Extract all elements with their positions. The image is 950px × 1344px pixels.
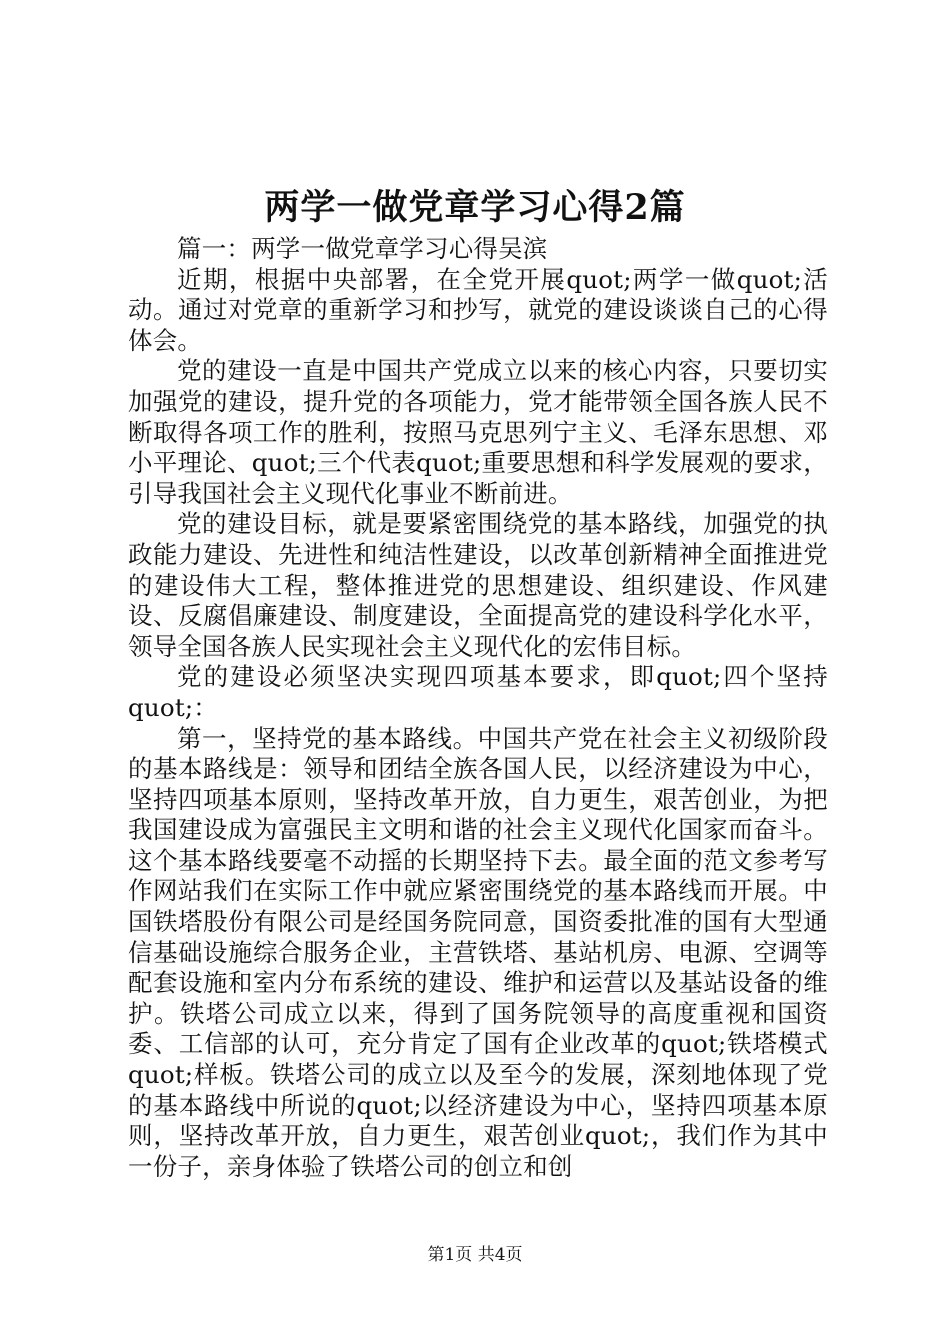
document-title: 两学一做党章学习心得2篇 [264,187,686,228]
document-body [128,234,828,1182]
paragraph: 党的建设必须坚决实现四项基本要求，即quot;四个坚持quot;： [128,662,828,722]
paragraph: 第一，坚持党的基本路线。中国共产党在社会主义初级阶段的基本路线是：领导和团结全族各国人民，以经济建设为中心，坚持四项基本原则，坚持改革开放，自力更生，艰苦创业，为把我国建设成为富强民主文明和谐的社会主义现代化国家而奋斗。这个基本路线要毫不动摇的长期坚持下去。最全面的范文参考写作网站我们在实际工作中就应紧密围绕党的基本路线而开展。中国铁塔股份有限公司是经国务院同意，国资委批准的国有大型通信基础设施综合服务企业，主营铁塔、基站机房、电源、空调等配套设施和室内分布系统的建设、维护和运营以及基站设备的维护。铁塔公司成立以来，得到了国务院领导的高度重视和国资委、工信部的认可，充分肯定了国有企业改革的quot;铁塔模式quot;样板。铁塔公司的成立以及至今的发展，深刻地体现了党的基本路线中所说的quot;以经济建设为中心，坚持四项基本原则，坚持改革开放，自力更生，艰苦创业quot;，我们作为其中一份子，亲身体验了铁塔公司的创立和创 [128,723,828,1181]
paragraph: 近期，根据中央部署，在全党开展quot;两学一做quot;活动。通过对党章的重新学习和抄写，就党的建设谈谈自己的心得体会。 [128,264,828,355]
paragraph: 党的建设一直是中国共产党成立以来的核心内容，只要切实加强党的建设，提升党的各项能力，党才能带领全国各族人民不断取得各项工作的胜利，按照马克思列宁主义、毛泽东思想、邓小平理论、quot;三个代表quot;重要思想和科学发展观的要求，引导我国社会主义现代化事业不断前进。 [128,356,828,508]
page-number-footer: 第1页 共4页 [427,1245,523,1265]
paragraph: 篇一：两学一做党章学习心得吴滨 [177,234,548,263]
paragraph: 党的建设目标，就是要紧密围绕党的基本路线，加强党的执政能力建设、先进性和纯洁性建设，以改革创新精神全面推进党的建设伟大工程，整体推进党的思想建设、组织建设、作风建设、反腐倡廉建设、制度建设，全面提高党的建设科学化水平，领导全国各族人民实现社会主义现代化的宏伟目标。 [128,509,828,661]
